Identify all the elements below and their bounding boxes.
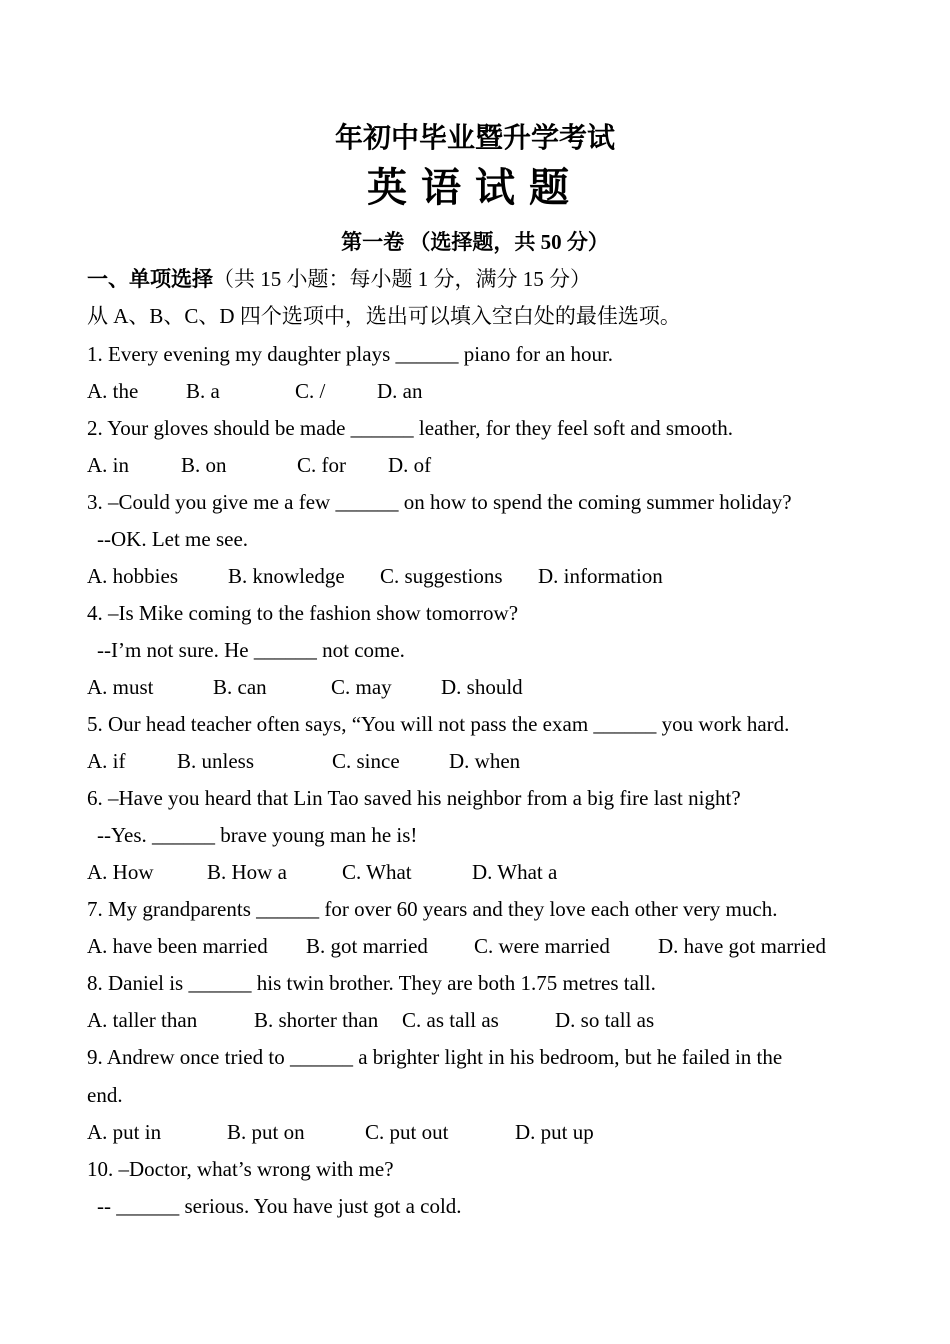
question-stem: 5. Our head teacher often says, “You will not pass the exam ______ you work hard. [87,712,790,736]
option-b: B. put on [227,1120,305,1144]
section-heading [87,266,591,292]
option-d: D. should [441,675,523,699]
option-d: D. an [377,379,423,403]
option-a: A. the [87,379,139,403]
option-b: B. knowledge [228,564,345,588]
option-c: C. What [342,860,412,884]
question-options [87,563,887,589]
option-c: C. suggestions [380,564,503,588]
section-title: 一、单项选择 [87,267,213,291]
question-stem: 7. My grandparents ______ for over 60 years and they love each other very much. [87,897,778,921]
option-b: B. unless [177,749,255,773]
option-a: A. taller than [87,1008,198,1032]
question-reply: --I’m not sure. He ______ not come. [97,638,405,662]
question-options [87,452,887,478]
question-stem: 4. –Is Mike coming to the fashion show tomorrow? [87,601,519,625]
question-stem: 10. –Doctor, what’s wrong with me? [87,1157,394,1181]
section-note: （共 15 小题：每小题 1 分，满分 15 分） [213,267,591,291]
question-options [87,748,887,774]
exam-title: 年初中毕业暨升学考试 [334,123,615,154]
option-b: B. shorter than [254,1008,379,1032]
option-c: C. as tall as [402,1008,499,1032]
option-a: A. have been married [87,934,268,958]
option-c: C. for [297,453,346,477]
question-options [87,1007,887,1033]
option-b: B. can [213,675,267,699]
option-a: A. in [87,453,129,477]
option-b: B. a [186,379,220,403]
question-stem: 9. Andrew once tried to ______ a brighter light in his bedroom, but he failed in the [87,1045,783,1069]
option-a: A. if [87,749,126,773]
option-a: A. put in [87,1120,162,1144]
question-stem: 6. –Have you heard that Lin Tao saved his neighbor from a big fire last night? [87,786,741,810]
option-c: C. were married [474,934,610,958]
option-b: B. on [181,453,227,477]
option-d: D. put up [515,1120,594,1144]
question-stem: 8. Daniel is ______ his twin brother. They are both 1.75 metres tall. [87,971,656,995]
option-d: D. when [449,749,521,773]
option-d: D. so tall as [555,1008,655,1032]
question-reply: --Yes. ______ brave young man he is! [97,823,418,847]
option-a: A. hobbies [87,564,178,588]
option-c: C. put out [365,1120,449,1144]
option-b: B. got married [306,934,428,958]
option-d: D. information [538,564,663,588]
question-stem: 2. Your gloves should be made ______ leather, for they feel soft and smooth. [87,416,733,440]
option-d: D. What a [472,860,558,884]
question-options [87,933,887,959]
question-reply: -- ______ serious. You have just got a cold. [97,1194,462,1218]
option-c: C. may [331,675,392,699]
option-a: A. must [87,675,154,699]
question-stem: 3. –Could you give me a few ______ on how to spend the coming summer holiday? [87,490,792,514]
option-d: D. of [388,453,432,477]
question-reply: --OK. Let me see. [97,527,249,551]
question-options [87,674,887,700]
option-c: C. / [295,379,326,403]
subject-title: 英语试题 [367,165,583,210]
section-instruction: 从 A、B、C、D 四个选项中，选出可以填入空白处的最佳选项。 [87,304,681,328]
question-stem-continued: end. [87,1083,123,1107]
option-d: D. have got married [658,934,826,958]
question-options [87,378,887,404]
option-b: B. How a [207,860,287,884]
question-stem: 1. Every evening my daughter plays ______ piano for an hour. [87,342,614,366]
question-options [87,1119,887,1145]
volume-heading: 第一卷 （选择题，共 50 分） [341,230,609,254]
question-options [87,859,887,885]
option-a: A. How [87,860,154,884]
option-c: C. since [332,749,400,773]
